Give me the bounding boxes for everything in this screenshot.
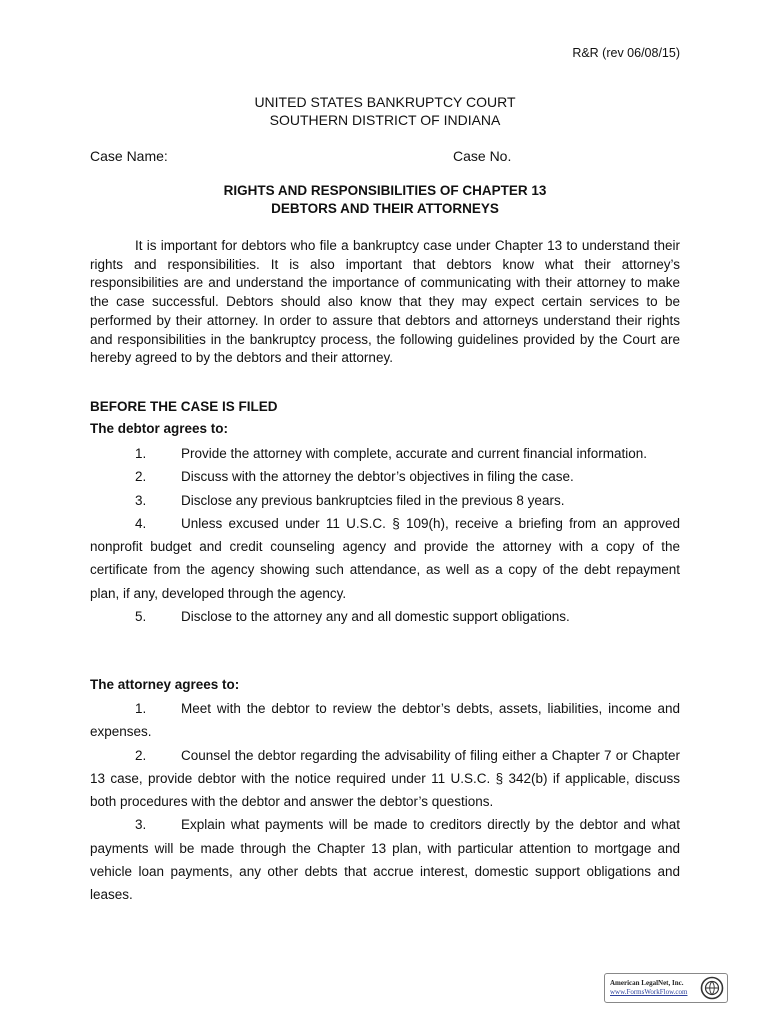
item-number: 2. — [135, 747, 147, 763]
item-number: 4. — [135, 515, 147, 531]
debtor-obligations-list — [90, 442, 680, 628]
list-item — [90, 605, 680, 628]
attorney-obligations-list — [90, 697, 680, 907]
item-text: Meet with the debtor to review the debtor’s debts, assets, liabilities, income and expenses. — [90, 701, 680, 740]
item-number: 2. — [135, 469, 147, 485]
list-item — [90, 744, 680, 814]
case-number-label: Case No. — [453, 148, 512, 164]
item-text: Disclose any previous bankruptcies filed in the previous 8 years. — [181, 492, 565, 508]
globe-seal-icon — [700, 976, 724, 1000]
item-text: Discuss with the attorney the debtor’s objectives in filing the case. — [181, 469, 574, 485]
item-number: 1. — [135, 701, 147, 716]
list-item — [90, 465, 680, 488]
debtor-agrees-heading: The debtor agrees to: — [90, 421, 229, 436]
item-text: Unless excused under 11 U.S.C. § 109(h), receive a briefing from an approved nonprofit budget and credit counseling agency and provide the attorney with a copy of the certificate from the agency showing such attendance, as well as a copy of the debt repayment plan, if any, developed through the agency. — [90, 515, 680, 601]
revision-label: R&R (rev 06/08/15) — [572, 46, 680, 60]
item-number: 5. — [135, 609, 147, 625]
intro-paragraph: It is important for debtors who file a bankruptcy case under Chapter 13 to understand their rights and responsibilities. It is also important that debtors know what their attorney’s responsibilities are and understand the importance of communicating with their attorney to make the case successful. Debtors should also know that they may expect certain services to be performed by their attorney. In order to assure that debtors and attorneys understand their rights and responsibilities in the bankruptcy process, the following guidelines provided by the Court are hereby agreed to by the debtors and their attorney. — [90, 238, 680, 366]
list-item — [90, 697, 680, 744]
item-number: 1. — [135, 446, 147, 461]
item-number: 3. — [135, 817, 147, 833]
item-text: Disclose to the attorney any and all domestic support obligations. — [181, 609, 570, 625]
item-text: Explain what payments will be made to creditors directly by the debtor and what payments will be made through the Chapter 13 plan, with particular attention to mortgage and vehicle loan payments, any other debts that accrue interest, domestic support obligations and leases. — [90, 817, 680, 903]
case-name-label: Case Name: — [90, 148, 168, 164]
list-item — [90, 813, 680, 906]
document-title-line-1: RIGHTS AND RESPONSIBILITIES OF CHAPTER 13 — [223, 183, 547, 198]
item-number: 3. — [135, 492, 147, 508]
document-title-line-2: DEBTORS AND THEIR ATTORNEYS — [271, 201, 499, 216]
item-text: Counsel the debtor regarding the advisability of filing either a Chapter 7 or Chapter 13 case, provide debtor with the notice required under 11 U.S.C. § 342(b) if applicable, discuss both procedures with the debtor and answer the debtor’s questions. — [90, 747, 680, 810]
attorney-agrees-heading: The attorney agrees to: — [90, 677, 240, 692]
item-text: Provide the attorney with complete, accurate and current financial information. — [181, 446, 647, 461]
logo-text — [610, 979, 687, 997]
court-name: UNITED STATES BANKRUPTCY COURT — [254, 94, 516, 110]
logo-company-name: American LegalNet, Inc. — [610, 979, 684, 987]
list-item — [90, 442, 680, 465]
logo-url-link[interactable]: www.FormsWorkFlow.com — [610, 988, 688, 996]
list-item — [90, 512, 680, 605]
list-item — [90, 489, 680, 512]
section-heading-before-filing: BEFORE THE CASE IS FILED — [90, 399, 278, 414]
court-district: SOUTHERN DISTRICT OF INDIANA — [269, 112, 501, 128]
american-legalnet-logo[interactable] — [604, 973, 728, 1003]
